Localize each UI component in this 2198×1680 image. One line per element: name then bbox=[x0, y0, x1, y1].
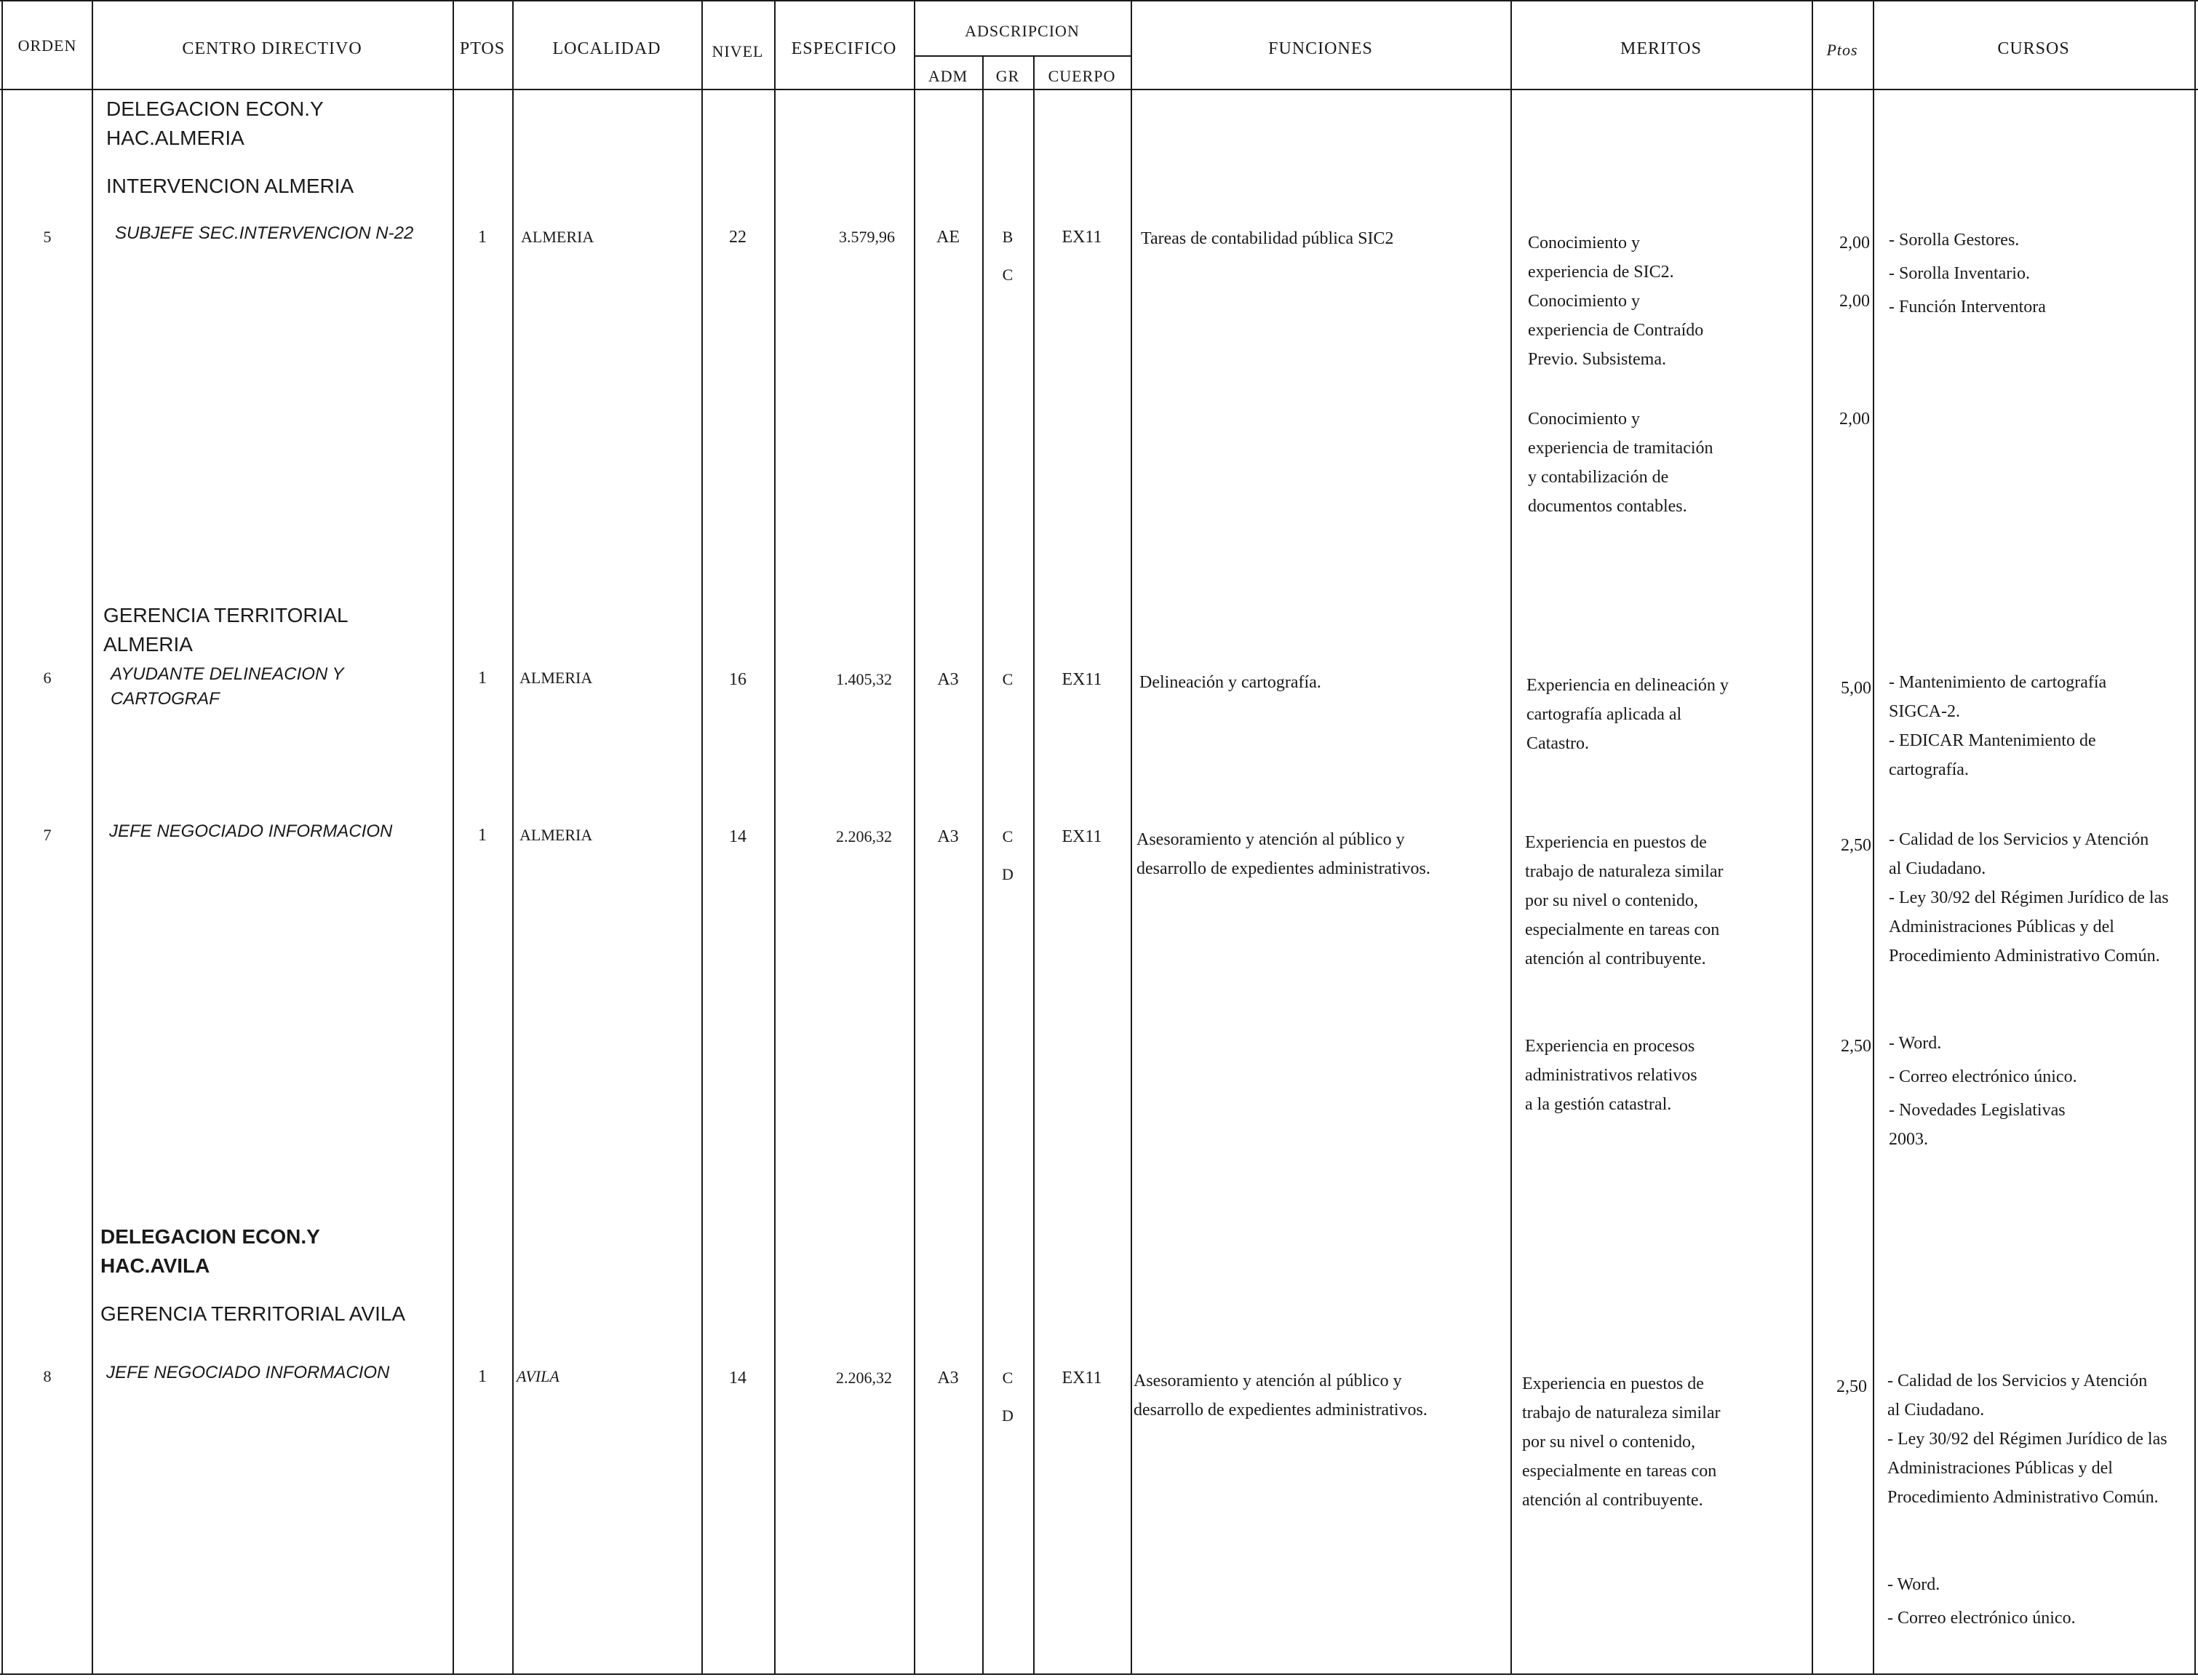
row-puesto: JEFE NEGOCIADO INFORMACION bbox=[109, 821, 393, 841]
row-merito-ptos: 2,00 bbox=[1839, 292, 1870, 311]
group-title: DELEGACION ECON.Y HAC.ALMERIA bbox=[106, 97, 324, 149]
row-especifico: 1.405,32 bbox=[836, 670, 892, 688]
row-merito: Conocimiento y experiencia de tramitación y contabilización de documentos contables. bbox=[1528, 410, 1713, 516]
header-funciones: FUNCIONES bbox=[1268, 39, 1373, 58]
row-merito-ptos: 5,00 bbox=[1841, 679, 1871, 698]
header-gr: GR bbox=[995, 67, 1020, 85]
group-title: INTERVENCION ALMERIA bbox=[106, 175, 354, 197]
col-line-8 bbox=[1033, 55, 1035, 1675]
row-ptos: 1 bbox=[478, 826, 487, 845]
table-bottom-border bbox=[0, 1673, 2198, 1675]
row-cuerpo: EX11 bbox=[1062, 1369, 1102, 1388]
header-localidad: LOCALIDAD bbox=[552, 39, 661, 58]
row-ptos: 1 bbox=[478, 1367, 487, 1386]
row-localidad: ALMERIA bbox=[519, 826, 593, 844]
row-localidad: ALMERIA bbox=[519, 669, 593, 687]
row-curso: - Sorolla Gestores. bbox=[1889, 231, 2020, 250]
row-curso: - Sorolla Inventario. bbox=[1889, 264, 2030, 283]
row-merito-ptos: 2,50 bbox=[1836, 1377, 1867, 1396]
row-gr: C bbox=[1002, 266, 1014, 284]
header-adscripcion: ADSCRIPCION bbox=[965, 22, 1080, 40]
col-line-1 bbox=[92, 0, 93, 1675]
row-merito: Conocimiento y experiencia de Contraído Previo. Subsistema. bbox=[1528, 292, 1704, 369]
row-localidad: AVILA bbox=[517, 1367, 560, 1385]
row-curso: - Correo electrónico único. bbox=[1889, 1067, 2077, 1086]
row-orden: 6 bbox=[43, 669, 52, 687]
row-merito: Experiencia en puestos de trabajo de naturaleza similar por su nivel o contenido, especialmente en tareas con atención al contribuyente. bbox=[1522, 1374, 1721, 1510]
row-merito: Experiencia en delineación y cartografía aplicada al Catastro. bbox=[1526, 676, 1729, 753]
row-curso: - Word. bbox=[1887, 1575, 1940, 1594]
row-cuerpo: EX11 bbox=[1062, 228, 1102, 247]
row-funciones: Delineación y cartografía. bbox=[1139, 673, 1321, 692]
row-nivel: 22 bbox=[729, 228, 746, 247]
row-puesto: SUBJEFE SEC.INTERVENCION N-22 bbox=[115, 223, 414, 243]
row-funciones: Asesoramiento y atención al público y desarrollo de expedientes administrativos. bbox=[1136, 830, 1430, 878]
row-gr: C bbox=[1002, 1369, 1014, 1387]
row-nivel: 16 bbox=[729, 670, 746, 689]
row-ptos: 1 bbox=[478, 669, 487, 688]
row-orden: 5 bbox=[43, 228, 52, 246]
col-line-3 bbox=[512, 0, 514, 1675]
row-merito: Conocimiento y experiencia de SIC2. bbox=[1528, 234, 1674, 282]
header-especifico: ESPECIFICO bbox=[791, 39, 897, 58]
header-nivel: NIVEL bbox=[712, 42, 764, 60]
row-especifico: 2.206,32 bbox=[836, 1369, 892, 1387]
col-line-13 bbox=[2194, 0, 2196, 1675]
adscripcion-divider bbox=[914, 55, 1131, 57]
row-nivel: 14 bbox=[729, 827, 746, 846]
row-curso: - Correo electrónico único. bbox=[1887, 1609, 2076, 1628]
header-bottom-border bbox=[0, 89, 2198, 90]
row-curso: - Word. bbox=[1889, 1034, 1942, 1053]
row-funciones: Tareas de contabilidad pública SIC2 bbox=[1141, 229, 1394, 248]
row-puesto: AYUDANTE DELINEACION Y CARTOGRAF bbox=[111, 664, 344, 709]
row-especifico: 2.206,32 bbox=[836, 827, 892, 845]
group-title: GERENCIA TERRITORIAL AVILA bbox=[100, 1302, 406, 1325]
row-gr: C bbox=[1002, 670, 1014, 688]
row-nivel: 14 bbox=[729, 1369, 746, 1388]
row-merito: Experiencia en procesos administrativos relativos a la gestión catastral. bbox=[1525, 1037, 1697, 1114]
row-adm: AE bbox=[936, 228, 960, 247]
row-merito: Experiencia en puestos de trabajo de naturaleza similar por su nivel o contenido, especialmente en tareas con atención al contribuyente. bbox=[1525, 833, 1724, 968]
header-centro-directivo: CENTRO DIRECTIVO bbox=[182, 39, 362, 58]
row-adm: A3 bbox=[937, 827, 959, 846]
row-cuerpo: EX11 bbox=[1062, 827, 1102, 846]
row-adm: A3 bbox=[937, 1369, 959, 1388]
row-gr: D bbox=[1002, 865, 1014, 883]
group-title: DELEGACION ECON.Y HAC.AVILA bbox=[100, 1225, 320, 1277]
row-curso: - Calidad de los Servicios y Atención al Ciudadano. bbox=[1889, 830, 2149, 878]
row-localidad: ALMERIA bbox=[521, 228, 594, 246]
row-puesto: JEFE NEGOCIADO INFORMACION bbox=[106, 1363, 390, 1382]
row-curso: - Ley 30/92 del Régimen Jurídico de las Administraciones Públicas y del Procedimiento Administrativo Común. bbox=[1887, 1430, 2167, 1507]
table-top-border bbox=[0, 0, 2198, 1]
row-merito-ptos: 2,50 bbox=[1841, 1037, 1871, 1056]
row-especifico: 3.579,96 bbox=[839, 228, 895, 246]
header-cuerpo: CUERPO bbox=[1048, 67, 1116, 85]
row-orden: 7 bbox=[43, 826, 52, 844]
col-line-0 bbox=[1, 0, 3, 1675]
row-curso: - Mantenimiento de cartografía SIGCA-2. bbox=[1889, 673, 2107, 721]
header-orden: ORDEN bbox=[17, 36, 77, 55]
header-meritos: MERITOS bbox=[1620, 39, 1702, 58]
col-line-9 bbox=[1131, 0, 1132, 1675]
row-gr: C bbox=[1002, 827, 1014, 845]
row-curso: - Función Interventora bbox=[1889, 298, 2046, 317]
row-cuerpo: EX11 bbox=[1062, 670, 1102, 689]
row-merito-ptos: 2,50 bbox=[1841, 836, 1871, 855]
row-curso: - Novedades Legislativas 2003. bbox=[1889, 1101, 2066, 1149]
col-line-12 bbox=[1873, 0, 1874, 1675]
row-adm: A3 bbox=[937, 670, 959, 689]
row-curso: - Ley 30/92 del Régimen Jurídico de las Administraciones Públicas y del Procedimiento Administrativo Común. bbox=[1889, 888, 2169, 966]
header-ptos-meritos: Ptos bbox=[1826, 41, 1858, 59]
row-funciones: Asesoramiento y atención al público y desarrollo de expedientes administrativos. bbox=[1134, 1372, 1427, 1420]
row-gr: D bbox=[1002, 1406, 1014, 1425]
row-orden: 8 bbox=[43, 1367, 52, 1385]
col-line-10 bbox=[1510, 0, 1512, 1675]
row-curso: - Calidad de los Servicios y Atención al Ciudadano. bbox=[1887, 1372, 2148, 1420]
row-ptos: 1 bbox=[478, 228, 487, 247]
row-gr: B bbox=[1002, 228, 1014, 246]
header-cursos: CURSOS bbox=[1997, 39, 2070, 58]
header-adm: ADM bbox=[928, 67, 968, 85]
header-ptos: PTOS bbox=[459, 39, 506, 58]
row-merito-ptos: 2,00 bbox=[1839, 410, 1870, 429]
row-merito-ptos: 2,00 bbox=[1839, 234, 1870, 252]
row-curso: - EDICAR Mantenimiento de cartografía. bbox=[1889, 731, 2096, 779]
group-title: GERENCIA TERRITORIAL ALMERIA bbox=[103, 604, 348, 656]
